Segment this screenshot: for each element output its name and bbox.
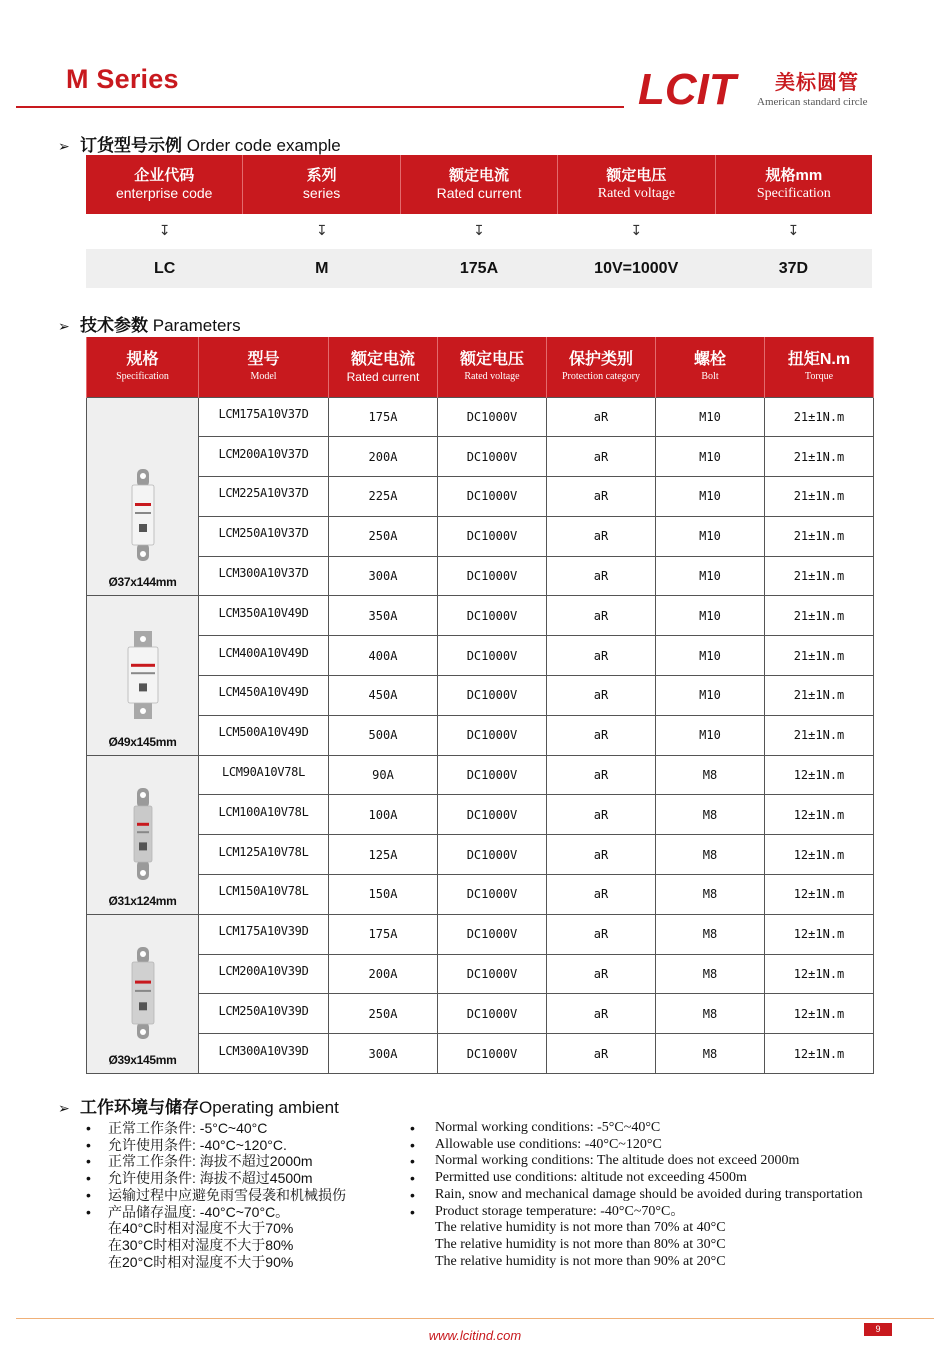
ambient-list-item: • 正常工作条件: -5°C~40°C: [86, 1120, 346, 1137]
brand-name-cn: 美标圆管: [775, 72, 859, 94]
order-code-value: 37D: [778, 260, 809, 277]
table-row: [87, 954, 874, 994]
order-code-value: M: [315, 260, 329, 277]
table-cell: DC1000V: [438, 1034, 547, 1074]
ambient-list-item: 在20°C时相对湿度不大于90%: [108, 1253, 294, 1270]
down-arrow-icon: ↧: [315, 222, 328, 238]
ambient-list-item: • 产品储存温度: -40°C~70°C。: [86, 1204, 346, 1221]
fuse-product-image: [118, 625, 168, 725]
column-header: 额定电流 Rated current: [329, 337, 438, 397]
table-cell: DC1000V: [438, 755, 547, 795]
table-cell: 175A: [329, 397, 438, 437]
ambient-list-item: • 正常工作条件: 海拔不超过2000m: [86, 1153, 346, 1170]
table-cell: aR: [547, 914, 656, 954]
ambient-list-item: • 允许使用条件: 海拔不超过4500m: [86, 1170, 346, 1187]
order-code-title-en: Order code example: [186, 136, 341, 155]
arrow-bullet-icon: ➢: [58, 1100, 70, 1116]
ambient-list-item: • Normal working conditions: The altitude does not exceed 2000m: [408, 1153, 863, 1170]
table-cell: aR: [547, 835, 656, 875]
table-cell: M10: [656, 556, 765, 596]
order-code-header-cell: 规格mm Specification: [756, 167, 831, 201]
order-code-header-cell: 企业代码 enterprise code: [86, 155, 243, 214]
column-header: 型号 Model: [199, 337, 329, 397]
table-row: [87, 516, 874, 556]
table-row: [87, 437, 874, 477]
ambient-list-item: The relative humidity is not more than 80% at 30°C: [435, 1236, 726, 1252]
table-cell: 21±1N.m: [765, 477, 874, 517]
spec-cell: [87, 755, 199, 914]
parameters-title-en: Parameters: [152, 316, 241, 335]
table-cell: M8: [656, 755, 765, 795]
table-cell: 500A: [329, 715, 438, 755]
table-row: [87, 1034, 874, 1074]
website-link[interactable]: www.lcitind.com: [428, 1328, 522, 1343]
table-cell: 21±1N.m: [765, 516, 874, 556]
table-row: [87, 596, 874, 636]
parameters-heading: [58, 311, 241, 336]
table-row: [87, 755, 874, 795]
table-cell: DC1000V: [438, 715, 547, 755]
spec-cell: [87, 914, 199, 1073]
table-cell: aR: [547, 516, 656, 556]
table-cell: M8: [656, 875, 765, 915]
table-row: [87, 715, 874, 755]
order-code-header-cell: 额定电压 Rated voltage: [558, 155, 715, 214]
ambient-list-item: The relative humidity is not more than 90% at 20°C: [435, 1253, 726, 1269]
column-header: 保护类别 Protection category: [547, 337, 656, 397]
table-cell: LCM150A10V78L: [199, 875, 329, 915]
series-title: M Series: [66, 64, 179, 94]
arrow-bullet-icon: ➢: [58, 138, 70, 154]
table-row: [87, 835, 874, 875]
table-cell: 400A: [329, 636, 438, 676]
arrow-bullet-icon: ➢: [58, 318, 70, 334]
fuse-product-image: [118, 465, 168, 565]
table-cell: 225A: [329, 477, 438, 517]
ambient-list-item: The relative humidity is not more than 70% at 40°C: [435, 1220, 726, 1236]
fuse-product-image: [118, 784, 168, 884]
table-cell: 12±1N.m: [765, 755, 874, 795]
column-header: 规格 Specification: [87, 337, 199, 397]
table-cell: DC1000V: [438, 397, 547, 437]
table-cell: 21±1N.m: [765, 676, 874, 716]
spec-label: Ø49x145mm: [108, 734, 177, 749]
table-cell: LCM175A10V37D: [199, 397, 329, 437]
order-code-heading: [58, 131, 341, 156]
ambient-title-cn: 工作环境与储存: [80, 1098, 199, 1117]
table-cell: M10: [656, 676, 765, 716]
table-cell: aR: [547, 636, 656, 676]
table-cell: M8: [656, 795, 765, 835]
table-cell: M10: [656, 516, 765, 556]
table-cell: DC1000V: [438, 516, 547, 556]
table-cell: 21±1N.m: [765, 715, 874, 755]
table-cell: 12±1N.m: [765, 875, 874, 915]
table-row: [87, 636, 874, 676]
table-cell: LCM350A10V49D: [199, 596, 329, 636]
spec-cell: [87, 596, 199, 755]
table-cell: 100A: [329, 795, 438, 835]
table-cell: M8: [656, 914, 765, 954]
table-cell: DC1000V: [438, 795, 547, 835]
table-cell: aR: [547, 556, 656, 596]
parameters-title-cn: 技术参数: [80, 316, 148, 335]
table-cell: 21±1N.m: [765, 596, 874, 636]
table-header-row: [87, 337, 874, 397]
table-cell: LCM300A10V37D: [199, 556, 329, 596]
order-code-header-cell: 额定电流 Rated current: [401, 155, 558, 214]
order-code-title-cn: 订货型号示例: [80, 136, 182, 155]
table-cell: M10: [656, 596, 765, 636]
ambient-list-item: • Normal working conditions: -5°C~40°C: [408, 1120, 863, 1137]
table-cell: aR: [547, 596, 656, 636]
table-cell: LCM500A10V49D: [199, 715, 329, 755]
column-header: 扭矩N.m Torque: [765, 337, 874, 397]
table-cell: DC1000V: [438, 835, 547, 875]
order-code-values: [86, 249, 872, 288]
ambient-list-item: • Permitted use conditions: altitude not exceeding 4500m: [408, 1170, 863, 1187]
table-row: [87, 914, 874, 954]
table-row: [87, 676, 874, 716]
table-cell: aR: [547, 437, 656, 477]
table-cell: aR: [547, 397, 656, 437]
spec-label: Ø37x144mm: [108, 575, 177, 590]
order-code-header: [86, 155, 872, 214]
table-cell: 125A: [329, 835, 438, 875]
table-cell: 12±1N.m: [765, 954, 874, 994]
table-cell: 350A: [329, 596, 438, 636]
table-cell: LCM175A10V39D: [199, 914, 329, 954]
table-cell: 90A: [329, 755, 438, 795]
fuse-product-image: [118, 943, 168, 1043]
down-arrow-icon: ↧: [630, 222, 643, 238]
table-cell: DC1000V: [438, 636, 547, 676]
table-cell: aR: [547, 1034, 656, 1074]
order-code-arrows: [86, 222, 872, 244]
table-cell: DC1000V: [438, 875, 547, 915]
table-cell: DC1000V: [438, 556, 547, 596]
table-row: [87, 795, 874, 835]
down-arrow-icon: ↧: [787, 222, 800, 238]
table-cell: 200A: [329, 437, 438, 477]
table-row: [87, 477, 874, 517]
table-cell: LCM450A10V49D: [199, 676, 329, 716]
footer-divider: [16, 1318, 934, 1319]
table-cell: 21±1N.m: [765, 636, 874, 676]
table-cell: DC1000V: [438, 994, 547, 1034]
table-cell: LCM300A10V39D: [199, 1034, 329, 1074]
table-cell: LCM100A10V78L: [199, 795, 329, 835]
table-cell: LCM200A10V39D: [199, 954, 329, 994]
table-cell: 12±1N.m: [765, 835, 874, 875]
table-cell: 21±1N.m: [765, 397, 874, 437]
table-row: [87, 556, 874, 596]
table-cell: LCM225A10V37D: [199, 477, 329, 517]
table-cell: LCM400A10V49D: [199, 636, 329, 676]
table-cell: M8: [656, 994, 765, 1034]
header-divider: [16, 106, 624, 108]
table-cell: M10: [656, 477, 765, 517]
order-code-value: 10V=1000V: [594, 260, 679, 277]
table-cell: 21±1N.m: [765, 556, 874, 596]
table-cell: 450A: [329, 676, 438, 716]
spec-label: Ø31x124mm: [108, 893, 177, 908]
table-cell: DC1000V: [438, 676, 547, 716]
table-cell: 250A: [329, 516, 438, 556]
down-arrow-icon: ↧: [158, 222, 171, 238]
spec-cell: [87, 397, 199, 596]
table-row: [87, 994, 874, 1034]
order-code-value: 175A: [459, 260, 499, 277]
order-code-header-cell: 系列 series: [243, 155, 400, 214]
ambient-list-item: • Product storage temperature: -40°C~70°C。: [408, 1204, 863, 1221]
ambient-list-item: • 允许使用条件: -40°C~120°C.: [86, 1137, 346, 1154]
table-cell: 200A: [329, 954, 438, 994]
table-cell: DC1000V: [438, 954, 547, 994]
table-cell: 12±1N.m: [765, 1034, 874, 1074]
table-cell: 12±1N.m: [765, 795, 874, 835]
table-cell: M8: [656, 954, 765, 994]
table-cell: LCM125A10V78L: [199, 835, 329, 875]
table-cell: LCM250A10V39D: [199, 994, 329, 1034]
table-cell: DC1000V: [438, 596, 547, 636]
ambient-title-en: Operating ambient: [199, 1098, 339, 1117]
order-code-value: LC: [153, 260, 176, 277]
spec-label: Ø39x145mm: [108, 1053, 177, 1068]
table-cell: M10: [656, 636, 765, 676]
page-number: 9: [864, 1323, 892, 1336]
table-cell: M10: [656, 715, 765, 755]
table-cell: LCM200A10V37D: [199, 437, 329, 477]
table-cell: aR: [547, 676, 656, 716]
table-row: [87, 875, 874, 915]
table-row: [87, 397, 874, 437]
table-cell: aR: [547, 954, 656, 994]
table-cell: LCM90A10V78L: [199, 755, 329, 795]
table-cell: 21±1N.m: [765, 437, 874, 477]
table-cell: M8: [656, 1034, 765, 1074]
down-arrow-icon: ↧: [473, 222, 485, 238]
table-cell: M8: [656, 835, 765, 875]
ambient-heading: [58, 1093, 339, 1118]
ambient-list-item: • 运输过程中应避免雨雪侵袭和机械损伤: [86, 1187, 346, 1204]
table-cell: 300A: [329, 556, 438, 596]
table-cell: 12±1N.m: [765, 914, 874, 954]
table-cell: 250A: [329, 994, 438, 1034]
column-header: 额定电压 Rated voltage: [438, 337, 547, 397]
table-cell: 300A: [329, 1034, 438, 1074]
column-header: 螺栓 Bolt: [656, 337, 765, 397]
logo-text: LCIT: [638, 66, 736, 110]
brand-name-en: American standard circle: [757, 96, 868, 108]
table-cell: 175A: [329, 914, 438, 954]
table-cell: aR: [547, 994, 656, 1034]
table-cell: aR: [547, 875, 656, 915]
table-cell: M10: [656, 397, 765, 437]
lcit-logo: [638, 66, 758, 110]
table-cell: DC1000V: [438, 477, 547, 517]
table-cell: aR: [547, 795, 656, 835]
table-cell: 150A: [329, 875, 438, 915]
table-cell: aR: [547, 755, 656, 795]
table-cell: DC1000V: [438, 437, 547, 477]
table-cell: aR: [547, 715, 656, 755]
table-cell: M10: [656, 437, 765, 477]
parameters-table: [86, 337, 874, 1074]
ambient-list-item: 在40°C时相对湿度不大于70%: [108, 1220, 294, 1237]
table-cell: aR: [547, 477, 656, 517]
ambient-list-item: • Allowable use conditions: -40°C~120°C: [408, 1137, 863, 1154]
table-cell: LCM250A10V37D: [199, 516, 329, 556]
ambient-list-item: 在30°C时相对湿度不大于80%: [108, 1236, 294, 1253]
ambient-list-item: • Rain, snow and mechanical damage should be avoided during transportation: [408, 1187, 863, 1204]
ambient-list-en: [408, 1120, 863, 1270]
ambient-list-cn: [86, 1120, 346, 1270]
table-cell: 12±1N.m: [765, 994, 874, 1034]
table-cell: DC1000V: [438, 914, 547, 954]
